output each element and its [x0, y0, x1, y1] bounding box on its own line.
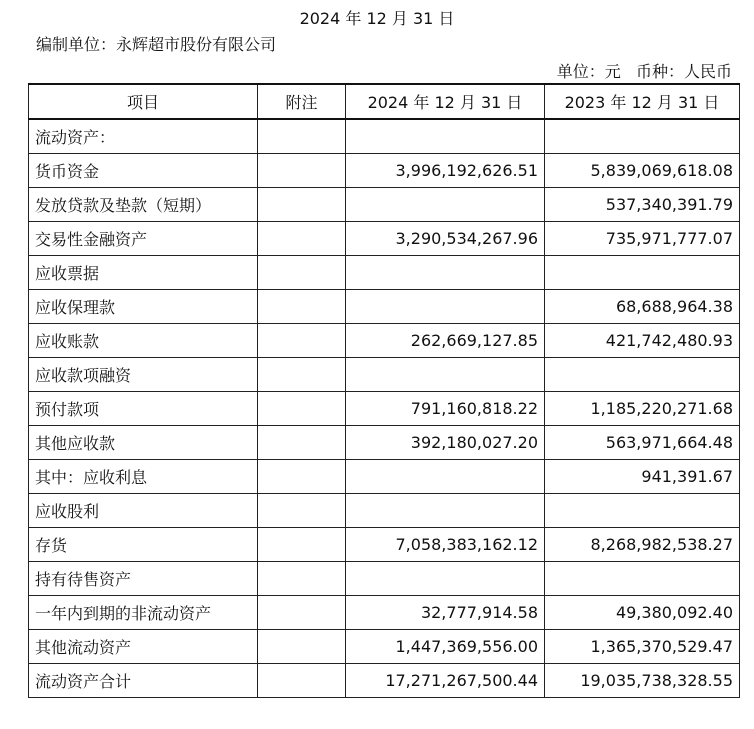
table-row	[29, 527, 740, 561]
row-note-cell	[258, 289, 346, 323]
row-note-cell	[258, 391, 346, 425]
row-value-2024: 32,777,914.58	[346, 595, 545, 629]
row-note-cell	[258, 663, 346, 697]
row-item-label: 应收账款	[29, 323, 258, 357]
row-note-cell	[258, 527, 346, 561]
row-note-cell	[258, 153, 346, 187]
currency-label: 币种：人民币	[635, 62, 732, 81]
company-name: 编制单位：永辉超市股份有限公司	[36, 35, 277, 54]
row-value-2023: 1,365,370,529.47	[545, 629, 740, 663]
row-item-label: 存货	[29, 527, 258, 561]
row-item-label: 持有待售资产	[29, 561, 258, 595]
table-row	[29, 119, 740, 153]
column-header-item: 项目	[29, 84, 258, 119]
table-header-row	[29, 84, 740, 119]
row-item-label: 应收票据	[29, 255, 258, 289]
row-value-2024	[346, 493, 545, 527]
row-value-2023	[545, 493, 740, 527]
table-row	[29, 357, 740, 391]
row-item-label: 流动资产合计	[29, 663, 258, 697]
row-value-2023: 19,035,738,328.55	[545, 663, 740, 697]
table-row	[29, 425, 740, 459]
table-row	[29, 153, 740, 187]
row-value-2024	[346, 357, 545, 391]
row-value-2024: 791,160,818.22	[346, 391, 545, 425]
row-value-2023	[545, 357, 740, 391]
row-item-label: 流动资产：	[29, 119, 258, 153]
row-item-label: 应收保理款	[29, 289, 258, 323]
table-row	[29, 391, 740, 425]
row-note-cell	[258, 459, 346, 493]
row-value-2024: 3,290,534,267.96	[346, 221, 545, 255]
table-row	[29, 595, 740, 629]
table-row	[29, 255, 740, 289]
row-note-cell	[258, 561, 346, 595]
row-item-label: 其他应收款	[29, 425, 258, 459]
row-value-2024: 3,996,192,626.51	[346, 153, 545, 187]
row-value-2024	[346, 289, 545, 323]
row-item-label: 货币资金	[29, 153, 258, 187]
column-header-2023: 2023 年 12 月 31 日	[545, 84, 740, 119]
row-value-2023: 421,742,480.93	[545, 323, 740, 357]
column-header-note: 附注	[258, 84, 346, 119]
column-header-2024: 2024 年 12 月 31 日	[346, 84, 545, 119]
row-note-cell	[258, 493, 346, 527]
row-value-2023: 563,971,664.48	[545, 425, 740, 459]
row-value-2023: 941,391.67	[545, 459, 740, 493]
row-item-label: 一年内到期的非流动资产	[29, 595, 258, 629]
row-value-2024	[346, 119, 545, 153]
balance-sheet-table	[28, 83, 740, 698]
unit-currency-line	[557, 62, 732, 82]
table-row	[29, 289, 740, 323]
row-value-2023	[545, 119, 740, 153]
table-row	[29, 493, 740, 527]
row-item-label: 发放贷款及垫款（短期）	[29, 187, 258, 221]
table-body	[29, 119, 740, 697]
table-row	[29, 323, 740, 357]
row-value-2024	[346, 187, 545, 221]
row-value-2024	[346, 255, 545, 289]
row-note-cell	[258, 187, 346, 221]
row-item-label: 其中：应收利息	[29, 459, 258, 493]
row-value-2023	[545, 561, 740, 595]
row-note-cell	[258, 221, 346, 255]
row-value-2024: 1,447,369,556.00	[346, 629, 545, 663]
row-item-label: 其他流动资产	[29, 629, 258, 663]
report-date-title: 2024 年 12 月 31 日	[299, 9, 455, 28]
table-row	[29, 663, 740, 697]
row-item-label: 交易性金融资产	[29, 221, 258, 255]
row-item-label: 应收股利	[29, 493, 258, 527]
row-value-2023: 8,268,982,538.27	[545, 527, 740, 561]
row-value-2023: 68,688,964.38	[545, 289, 740, 323]
row-value-2024: 392,180,027.20	[346, 425, 545, 459]
row-note-cell	[258, 629, 346, 663]
row-value-2023: 1,185,220,271.68	[545, 391, 740, 425]
table-row	[29, 561, 740, 595]
row-note-cell	[258, 595, 346, 629]
table-row	[29, 459, 740, 493]
row-value-2023: 735,971,777.07	[545, 221, 740, 255]
table-row	[29, 629, 740, 663]
row-note-cell	[258, 119, 346, 153]
row-value-2023: 537,340,391.79	[545, 187, 740, 221]
row-note-cell	[258, 357, 346, 391]
row-value-2024	[346, 459, 545, 493]
row-value-2023: 49,380,092.40	[545, 595, 740, 629]
unit-label: 单位：元	[556, 62, 621, 81]
row-value-2024: 262,669,127.85	[346, 323, 545, 357]
row-value-2023	[545, 255, 740, 289]
row-note-cell	[258, 323, 346, 357]
row-note-cell	[258, 425, 346, 459]
row-note-cell	[258, 255, 346, 289]
row-value-2024: 7,058,383,162.12	[346, 527, 545, 561]
table-row	[29, 187, 740, 221]
row-item-label: 预付款项	[29, 391, 258, 425]
table-row	[29, 221, 740, 255]
row-value-2024: 17,271,267,500.44	[346, 663, 545, 697]
row-value-2023: 5,839,069,618.08	[545, 153, 740, 187]
row-item-label: 应收款项融资	[29, 357, 258, 391]
row-value-2024	[346, 561, 545, 595]
